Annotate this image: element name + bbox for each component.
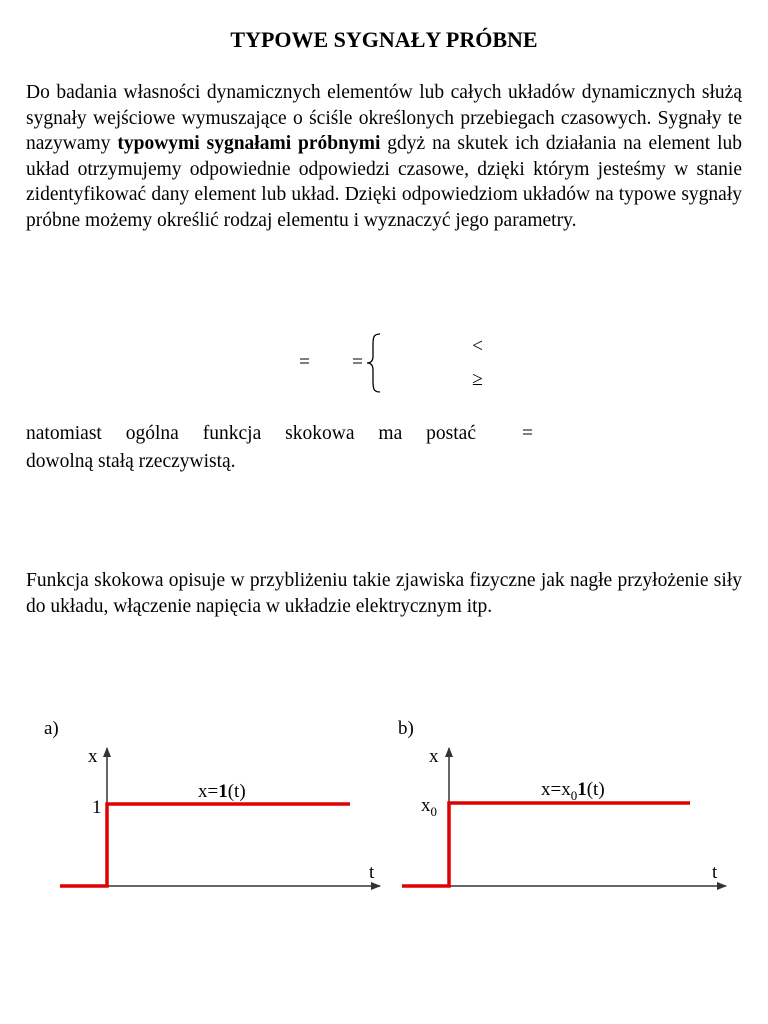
formula-equals-2: =	[352, 352, 363, 373]
figure-b-x-label: t	[712, 862, 718, 883]
general-step-line2: dowolną stałą rzeczywistą.	[26, 451, 236, 472]
figure-a-step-signal	[60, 804, 350, 886]
intro-bold-term: typowymi sygnałami próbnymi	[117, 133, 381, 154]
figure-a	[44, 718, 380, 886]
page-title: TYPOWE SYGNAŁY PRÓBNE	[230, 27, 538, 52]
figure-b-step-signal	[402, 803, 690, 886]
formula-less-than: <	[472, 336, 483, 357]
figure-b-label: b)	[398, 718, 414, 739]
intro-paragraph	[26, 80, 742, 233]
figure-b-level-label: $x_0$	[421, 795, 437, 819]
figure-b	[398, 718, 726, 886]
step-function-figure	[0, 700, 768, 910]
formula-brace	[364, 332, 384, 394]
general-step-equals: =	[522, 423, 533, 444]
figure-a-x-label: t	[369, 862, 375, 883]
formula-greater-equal: ≥	[472, 369, 483, 390]
figure-a-y-label: x	[88, 746, 98, 767]
figure-b-curve-label: $x=x_01(t)$	[541, 779, 605, 803]
figure-a-label: a)	[44, 718, 59, 739]
figure-a-curve-label: x=1(t)	[198, 781, 246, 802]
figure-a-level-label: 1	[92, 797, 102, 818]
intro-text-end: gdyż na skutek ich działania na element lub układ otrzymujemy odpowiednie odpowiedzi czasowe, dzięki którym jesteśmy w stanie zidentyfikować dany element lub układ. Dzięki odpowiedziom układów na typowe sygnały próbne możemy określić rodzaj elementu i wyznaczyć jego parametry.	[26, 133, 743, 231]
figure-b-y-label: x	[429, 746, 439, 767]
formula-equals-1: =	[299, 352, 310, 373]
general-step-text: natomiast ogólna funkcja skokowa ma postać	[26, 423, 476, 444]
closing-paragraph: Funkcja skokowa opisuje w przybliżeniu takie zjawiska fizyczne jak nagłe przyłożenie siły do układu, włączenie napięcia w układzie elektrycznym itp.	[26, 570, 742, 617]
intro-text-start: Do badania własności dynamicznych elementów lub całych układów dynamicznych służą sygnały wejściowe wymuszające o ściśle określonych przebiegach czasowych. Sygnały te nazywamy	[26, 82, 742, 154]
unit-step-formula	[0, 330, 768, 400]
